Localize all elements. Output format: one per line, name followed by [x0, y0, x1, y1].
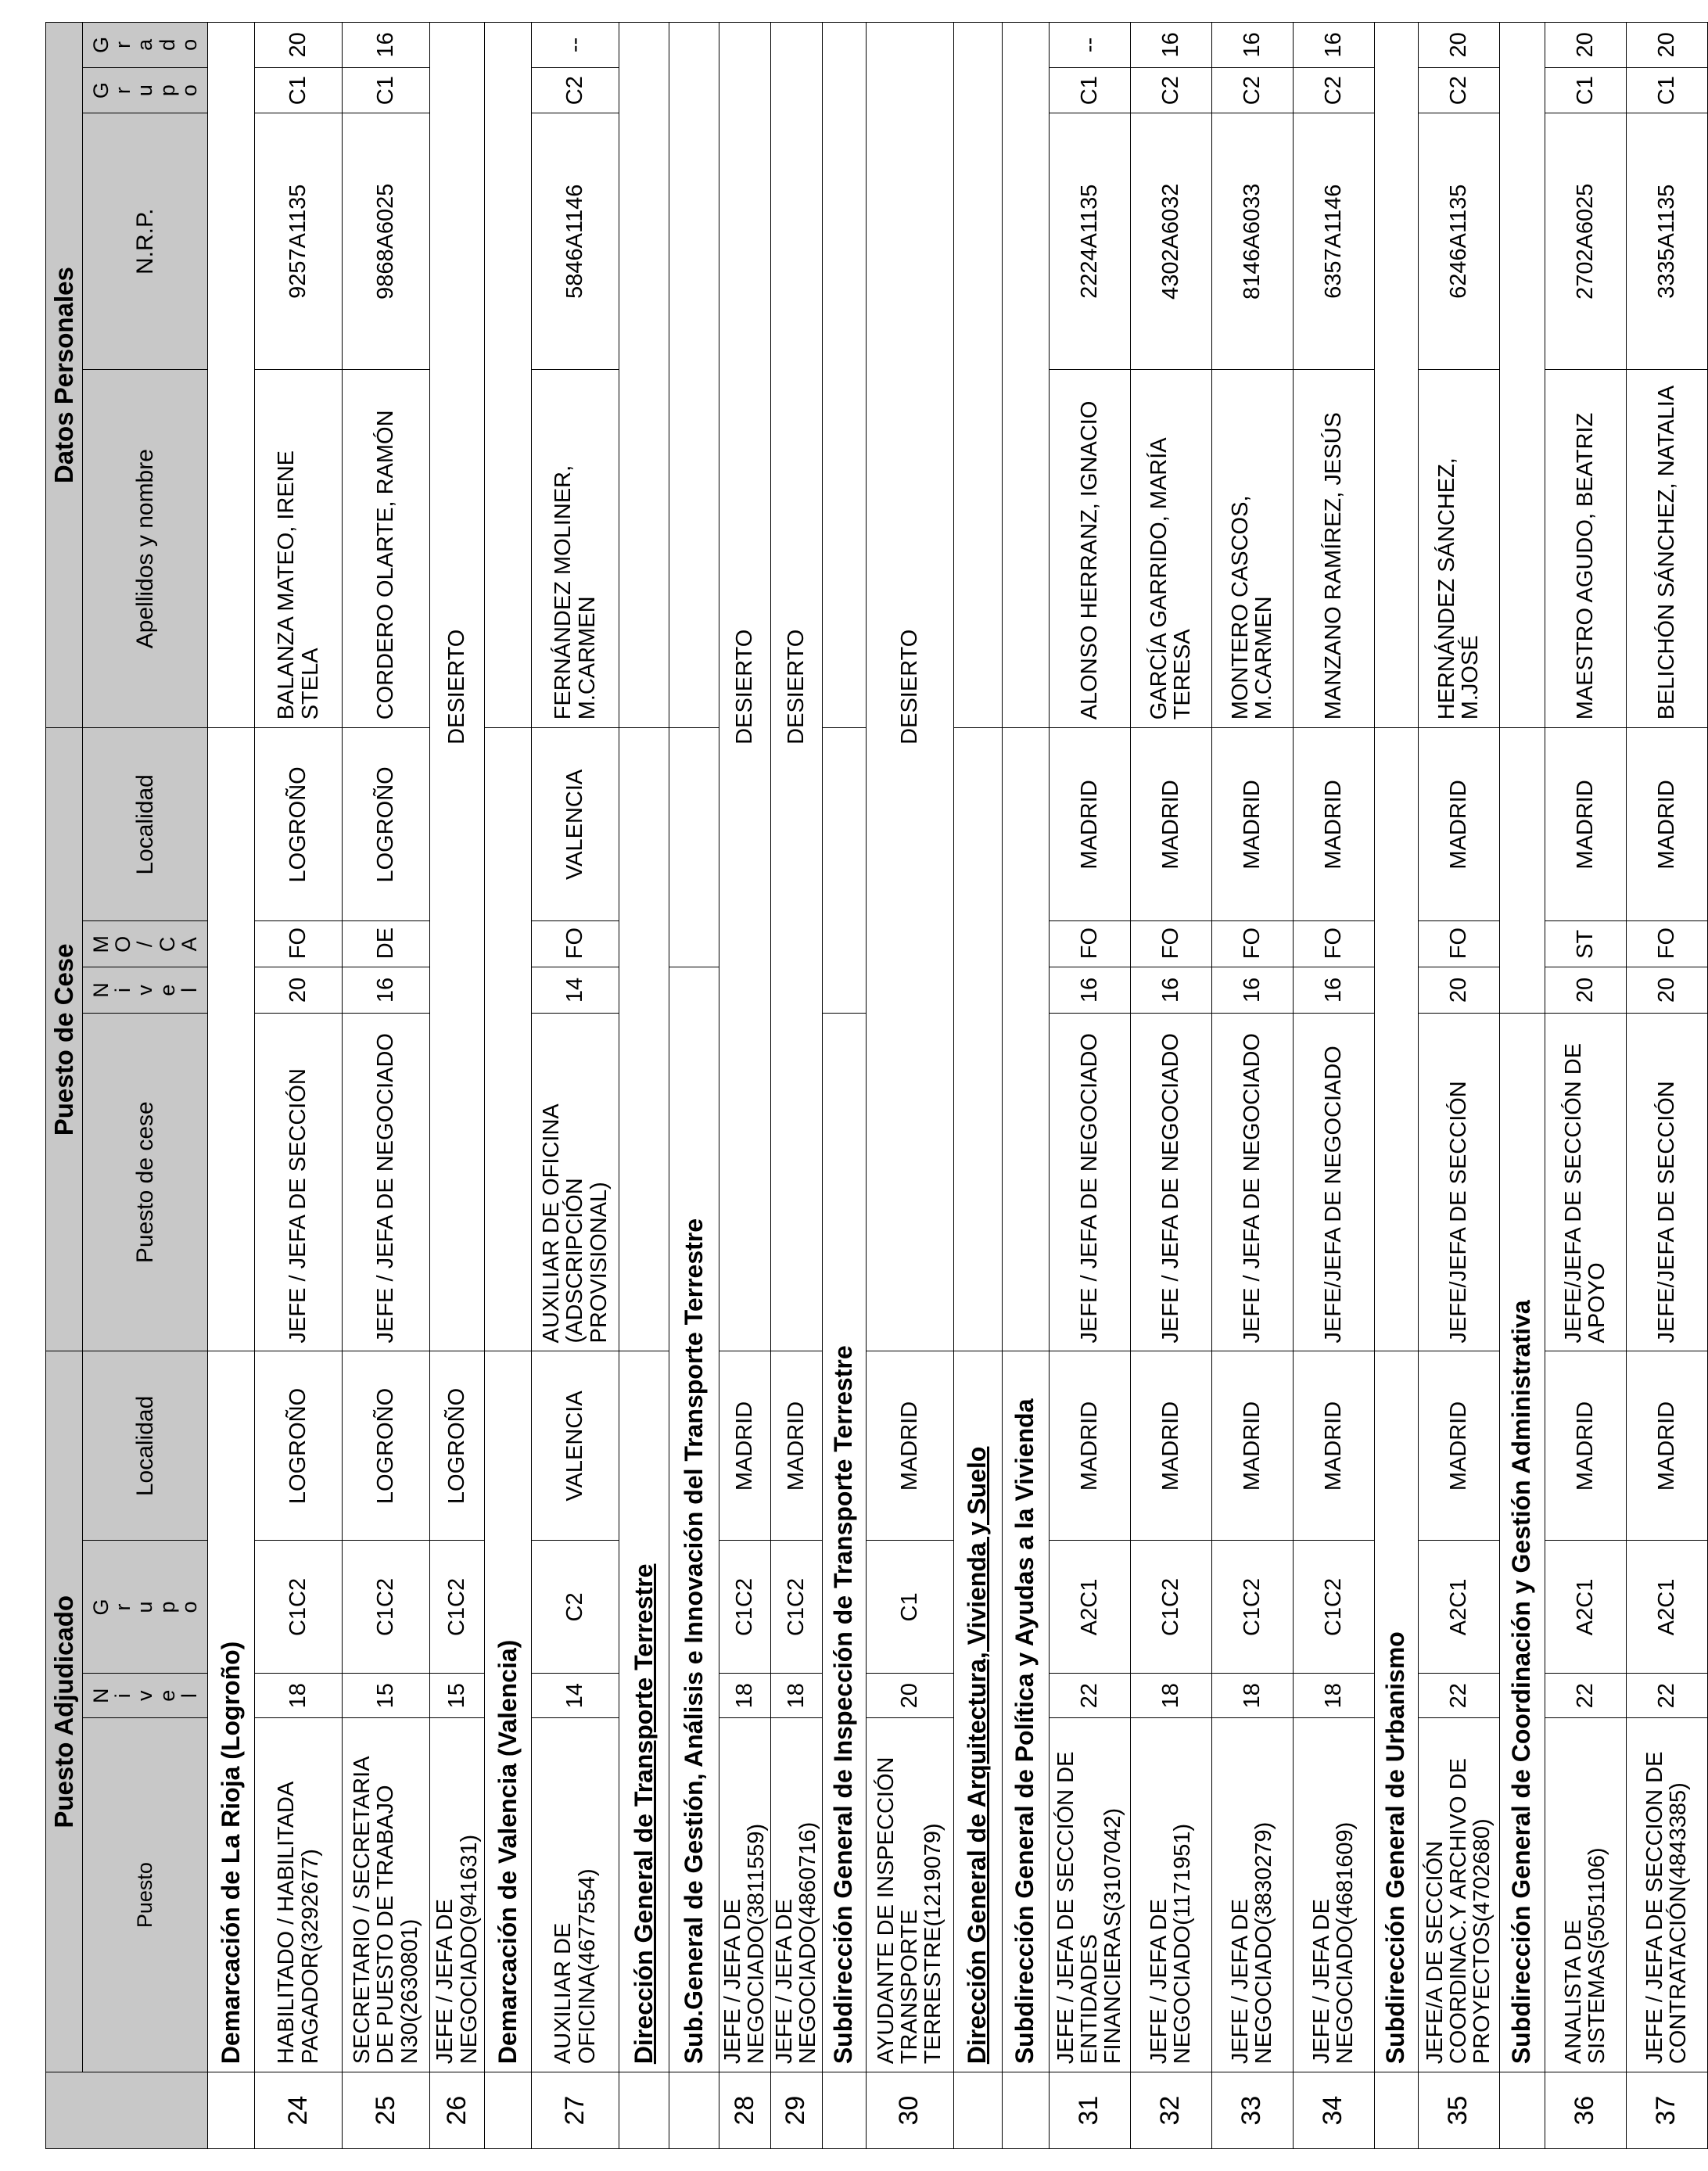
nivel-cese-cell: 16: [1293, 967, 1374, 1014]
row-number: 36: [1545, 2072, 1626, 2149]
localidad-cell: MADRID: [1418, 1351, 1499, 1541]
num-cell-empty: [669, 2072, 719, 2149]
num-cell-empty: [1499, 2072, 1545, 2149]
nivel-cese-cell: 20: [1418, 967, 1499, 1014]
grupo-cell: C1C2: [343, 1541, 430, 1674]
section-personal-empty: [208, 23, 255, 728]
puesto-cese-cell: JEFE / JEFA DE NEGOCIADO: [1130, 1013, 1211, 1351]
row-number: 26: [430, 2072, 485, 2149]
localidad-cese-cell: MADRID: [1130, 728, 1211, 921]
grado-cell: 20: [1626, 23, 1707, 68]
section-cese-empty: [208, 728, 255, 1351]
nivel-cese-cell: 16: [343, 967, 430, 1014]
localidad-cell: LOGROÑO: [343, 1351, 430, 1541]
nivel-cell: 22: [1049, 1674, 1130, 1718]
grado-cell: --: [532, 23, 619, 68]
table-row: [1211, 23, 1293, 2149]
num-cell-empty: [953, 2072, 1002, 2149]
localidad-cell: MADRID: [1293, 1351, 1374, 1541]
puesto-cell: JEFE / JEFA DE NEGOCIADO(1171951): [1130, 1718, 1211, 2072]
header-grado: G r a d o: [83, 23, 208, 68]
header-nivel: N i v e l: [83, 1674, 208, 1718]
nivel-cell: 18: [770, 1674, 822, 1718]
header-apellidos: Apellidos y nombre: [83, 370, 208, 728]
table-row: [719, 23, 771, 2149]
grupo-cell: C1C2: [770, 1541, 822, 1674]
nrp-cell: 5846A1146: [532, 113, 619, 370]
section-personal-empty: [1499, 23, 1545, 728]
localidad-cell: VALENCIA: [532, 1351, 619, 1541]
section-cese-empty: [1499, 728, 1545, 1014]
grupo-cell: A2C1: [1049, 1541, 1130, 1674]
row-number: 29: [770, 2072, 822, 2149]
num-cell-empty: [208, 2072, 255, 2149]
localidad-cese-cell: LOGROÑO: [255, 728, 343, 921]
table-row: [1049, 23, 1130, 2149]
nivel-cell: 18: [1293, 1674, 1374, 1718]
section-personal-empty: [953, 23, 1002, 728]
grupo-personal-cell: C1: [1049, 67, 1130, 113]
puesto-cell: JEFE / JEFA DE NEGOCIADO(3811559): [719, 1718, 771, 2072]
grado-cell: --: [1049, 23, 1130, 68]
grupo-personal-cell: C2: [1130, 67, 1211, 113]
nrp-cell: 4302A6032: [1130, 113, 1211, 370]
row-number: 34: [1293, 2072, 1374, 2149]
section-title: Demarcación de Valencia (Valencia): [485, 1351, 532, 2072]
grupo-cell: C1C2: [430, 1541, 485, 1674]
grado-cell: 20: [255, 23, 343, 68]
table-row: [255, 23, 343, 2149]
nombre-cell: HERNÁNDEZ SÁNCHEZ, M.JOSÉ: [1418, 370, 1499, 728]
localidad-cese-cell: MADRID: [1626, 728, 1707, 921]
header-grupo: G r u p o: [83, 1541, 208, 1674]
section-title: Subdirección General de Urbanismo: [1374, 1351, 1418, 2072]
puesto-cell: JEFE / JEFA DE SECCIÓN DE ENTIDADES FINANCIERAS(3107042): [1049, 1718, 1130, 2072]
localidad-cell: MADRID: [770, 1351, 822, 1541]
nombre-cell: MANZANO RAMÍREZ, JESÚS: [1293, 370, 1374, 728]
nivel-cell: 22: [1545, 1674, 1626, 1718]
section-title: Subdirección General de Inspección de Transporte Terrestre: [822, 1013, 866, 2072]
section-cese-empty: [669, 728, 719, 967]
grupo-personal-cell: C2: [1293, 67, 1374, 113]
section-personal-empty: [1002, 23, 1049, 728]
puesto-cell: HABILITADO / HABILITADA PAGADOR(3292677): [255, 1718, 343, 2072]
localidad-cell: MADRID: [1211, 1351, 1293, 1541]
puesto-cell: JEFE / JEFA DE SECCION DE CONTRATACIÓN(4843385): [1626, 1718, 1707, 2072]
section-cese-empty: [953, 728, 1002, 1351]
header-localidad-cese: Localidad: [83, 728, 208, 921]
grado-cell: 16: [1130, 23, 1211, 68]
grado-cell: 16: [1293, 23, 1374, 68]
localidad-cell: MADRID: [719, 1351, 771, 1541]
table-row: [1130, 23, 1211, 2149]
row-number: 31: [1049, 2072, 1130, 2149]
nivel-cell: 20: [866, 1674, 953, 1718]
nivel-cell: 22: [1418, 1674, 1499, 1718]
grupo-cell: C1: [866, 1541, 953, 1674]
grado-cell: 16: [343, 23, 430, 68]
grado-cell: 20: [1418, 23, 1499, 68]
grupo-cell: C2: [532, 1541, 619, 1674]
section-title: Subdirección General de Política y Ayudas a la Vivienda: [1002, 1351, 1049, 2072]
num-cell-empty: [822, 2072, 866, 2149]
grupo-cell: A2C1: [1418, 1541, 1499, 1674]
grupo-cell: C1C2: [719, 1541, 771, 1674]
nrp-cell: 8146A6033: [1211, 113, 1293, 370]
section-cese-empty: [1374, 728, 1418, 1351]
mov-cell: FO: [1293, 921, 1374, 967]
localidad-cell: MADRID: [866, 1351, 953, 1541]
puesto-cese-cell: JEFE/JEFA DE SECCIÓN DE APOYO: [1545, 1013, 1626, 1351]
mov-cell: FO: [1626, 921, 1707, 967]
localidad-cell: MADRID: [1626, 1351, 1707, 1541]
section-title: Dirección General de Transporte Terrestre: [619, 1351, 669, 2072]
grupo-personal-cell: C1: [255, 67, 343, 113]
mov-cell: ST: [1545, 921, 1626, 967]
header-puesto-de-cese: Puesto de Cese: [46, 728, 83, 1351]
mov-cell: FO: [1418, 921, 1499, 967]
row-number: 25: [343, 2072, 430, 2149]
nombre-cell: GARCÍA GARRIDO, MARÍA TERESA: [1130, 370, 1211, 728]
nivel-cell: 15: [430, 1674, 485, 1718]
desierto-cell: DESIERTO: [719, 23, 771, 1351]
puesto-cese-cell: JEFE / JEFA DE NEGOCIADO: [1211, 1013, 1293, 1351]
grupo-personal-cell: C1: [1626, 67, 1707, 113]
nrp-cell: 9868A6025: [343, 113, 430, 370]
puesto-cese-cell: JEFE/JEFA DE NEGOCIADO: [1293, 1013, 1374, 1351]
grupo-personal-cell: C1: [1545, 67, 1626, 113]
localidad-cese-cell: MADRID: [1418, 728, 1499, 921]
nrp-cell: 2702A6025: [1545, 113, 1626, 370]
header-puesto: Puesto: [83, 1718, 208, 2072]
nivel-cese-cell: 14: [532, 967, 619, 1014]
localidad-cese-cell: MADRID: [1293, 728, 1374, 921]
grupo-personal-cell: C2: [1418, 67, 1499, 113]
nivel-cese-cell: 20: [1626, 967, 1707, 1014]
localidad-cell: MADRID: [1545, 1351, 1626, 1541]
puesto-cese-cell: AUXILIAR DE OFICINA (ADSCRIPCIÓN PROVISIONAL): [532, 1013, 619, 1351]
header-puesto-cese: Puesto de cese: [83, 1013, 208, 1351]
nivel-cese-cell: 16: [1211, 967, 1293, 1014]
mov-cell: DE: [343, 921, 430, 967]
nivel-cell: 18: [719, 1674, 771, 1718]
puesto-cese-cell: JEFE/JEFA DE SECCIÓN: [1418, 1013, 1499, 1351]
grupo-cell: A2C1: [1545, 1541, 1626, 1674]
nombre-cell: BALANZA MATEO, IRENE STELA: [255, 370, 343, 728]
section-title: Subdirección General de Coordinación y Gestión Administrativa: [1499, 1013, 1545, 2072]
nrp-cell: 6357A1146: [1293, 113, 1374, 370]
num-cell-empty: [619, 2072, 669, 2149]
puesto-cese-cell: JEFE / JEFA DE NEGOCIADO: [1049, 1013, 1130, 1351]
nombre-cell: BELICHÓN SÁNCHEZ, NATALIA: [1626, 370, 1707, 728]
table-row: [343, 23, 430, 2149]
row-number: 37: [1626, 2072, 1707, 2149]
localidad-cese-cell: MADRID: [1211, 728, 1293, 921]
nivel-cese-cell: 16: [1130, 967, 1211, 1014]
row-number: 35: [1418, 2072, 1499, 2149]
nivel-cese-cell: 20: [255, 967, 343, 1014]
table-row: [1545, 23, 1626, 2149]
section-cese-empty: [1002, 728, 1049, 1351]
puesto-cese-cell: JEFE / JEFA DE SECCIÓN: [255, 1013, 343, 1351]
table-row: [532, 23, 619, 2149]
grupo-personal-cell: C2: [1211, 67, 1293, 113]
grupo-personal-cell: C1: [343, 67, 430, 113]
section-personal-empty: [822, 23, 866, 728]
nombre-cell: MONTERO CASCOS, M.CARMEN: [1211, 370, 1293, 728]
puesto-cell: ANALISTA DE SISTEMAS(5051106): [1545, 1718, 1626, 2072]
header-datos-personales: Datos Personales: [46, 23, 83, 728]
section-personal-empty: [485, 23, 532, 728]
grado-cell: 16: [1211, 23, 1293, 68]
puesto-cell: JEFE / JEFA DE NEGOCIADO(3830279): [1211, 1718, 1293, 2072]
nivel-cell: 15: [343, 1674, 430, 1718]
nrp-cell: 2224A1135: [1049, 113, 1130, 370]
grado-cell: 20: [1545, 23, 1626, 68]
row-number: 32: [1130, 2072, 1211, 2149]
grupo-cell: C1C2: [1293, 1541, 1374, 1674]
localidad-cese-cell: LOGROÑO: [343, 728, 430, 921]
table-row: [866, 23, 953, 2149]
nivel-cell: 14: [532, 1674, 619, 1718]
nombre-cell: FERNÁNDEZ MOLINER, M.CARMEN: [532, 370, 619, 728]
localidad-cell: LOGROÑO: [255, 1351, 343, 1541]
row-number: 24: [255, 2072, 343, 2149]
section-personal-empty: [669, 23, 719, 728]
puesto-cese-cell: JEFE/JEFA DE SECCIÓN: [1626, 1013, 1707, 1351]
mov-cell: FO: [255, 921, 343, 967]
section-personal-empty: [619, 23, 669, 728]
desierto-cell: DESIERTO: [770, 23, 822, 1351]
rotated-page: [45, 22, 1692, 2149]
grupo-personal-cell: C2: [532, 67, 619, 113]
header-nivel-cese: N i v e l: [83, 967, 208, 1014]
nivel-cell: 18: [1130, 1674, 1211, 1718]
nivel-cese-cell: 20: [1545, 967, 1626, 1014]
header-grupo-personal: G r u p o: [83, 67, 208, 113]
mov-cell: FO: [1130, 921, 1211, 967]
section-title: Demarcación de La Rioja (Logroño): [208, 1351, 255, 2072]
row-number: 27: [532, 2072, 619, 2149]
nivel-cell: 22: [1626, 1674, 1707, 1718]
puesto-cell: JEFE / JEFA DE NEGOCIADO(4681609): [1293, 1718, 1374, 2072]
section-cese-empty: [619, 728, 669, 1351]
localidad-cese-cell: MADRID: [1545, 728, 1626, 921]
num-cell-empty: [1002, 2072, 1049, 2149]
section-cese-empty: [822, 728, 866, 1014]
nivel-cese-cell: 16: [1049, 967, 1130, 1014]
table-row: [1626, 23, 1707, 2149]
row-number: 28: [719, 2072, 771, 2149]
header-puesto-adjudicado: Puesto Adjudicado: [46, 1351, 83, 2072]
localidad-cell: MADRID: [1049, 1351, 1130, 1541]
num-cell-empty: [485, 2072, 532, 2149]
localidad-cell: MADRID: [1130, 1351, 1211, 1541]
nivel-cell: 18: [1211, 1674, 1293, 1718]
desierto-cell: DESIERTO: [866, 23, 953, 1351]
nrp-cell: 6246A1135: [1418, 113, 1499, 370]
puesto-cese-cell: JEFE / JEFA DE NEGOCIADO: [343, 1013, 430, 1351]
assignments-table: [45, 22, 1708, 2149]
grupo-cell: C1C2: [1211, 1541, 1293, 1674]
table-row: [1418, 23, 1499, 2149]
grupo-cell: A2C1: [1626, 1541, 1707, 1674]
grupo-cell: C1C2: [1130, 1541, 1211, 1674]
localidad-cell: LOGROÑO: [430, 1351, 485, 1541]
nombre-cell: MAESTRO AGUDO, BEATRIZ: [1545, 370, 1626, 728]
table-row: [770, 23, 822, 2149]
mov-cell: FO: [532, 921, 619, 967]
nivel-cell: 18: [255, 1674, 343, 1718]
puesto-cell: JEFE / JEFA DE NEGOCIADO(941631): [430, 1718, 485, 2072]
mov-cell: FO: [1049, 921, 1130, 967]
header-mov-cese: M O / C A: [83, 921, 208, 967]
localidad-cese-cell: MADRID: [1049, 728, 1130, 921]
puesto-cell: JEFE/A DE SECCIÓN COORDINAC.Y ARCHIVO DE PROYECTOS(4702680): [1418, 1718, 1499, 2072]
num-cell-empty: [1374, 2072, 1418, 2149]
puesto-cell: JEFE / JEFA DE NEGOCIADO(4860716): [770, 1718, 822, 2072]
row-number: 30: [866, 2072, 953, 2149]
table-row: [1293, 23, 1374, 2149]
section-title: Sub.General de Gestión, Análisis e Innovación del Transporte Terrestre: [669, 967, 719, 2072]
table-row: [430, 23, 485, 2149]
nrp-cell: 9257A1135: [255, 113, 343, 370]
section-cese-empty: [485, 728, 532, 1351]
header-nrp: N.R.P.: [83, 113, 208, 370]
puesto-cell: SECRETARIO / SECRETARIA DE PUESTO DE TRABAJO N30(2630801): [343, 1718, 430, 2072]
puesto-cell: AYUDANTE DE INSPECCIÓN TRANSPORTE TERRESTRE(1219079): [866, 1718, 953, 2072]
section-personal-empty: [1374, 23, 1418, 728]
header-localidad: Localidad: [83, 1351, 208, 1541]
grupo-cell: C1C2: [255, 1541, 343, 1674]
section-title: Dirección General de Arquitectura, Vivienda y Suelo: [953, 1351, 1002, 2072]
mov-cell: FO: [1211, 921, 1293, 967]
nombre-cell: CORDERO OLARTE, RAMÓN: [343, 370, 430, 728]
desierto-cell: DESIERTO: [430, 23, 485, 1351]
localidad-cese-cell: VALENCIA: [532, 728, 619, 921]
puesto-cell: AUXILIAR DE OFICINA(4677554): [532, 1718, 619, 2072]
nombre-cell: ALONSO HERRANZ, IGNACIO: [1049, 370, 1130, 728]
nrp-cell: 3335A1135: [1626, 113, 1707, 370]
row-number: 33: [1211, 2072, 1293, 2149]
corner-cell: [46, 2072, 208, 2149]
